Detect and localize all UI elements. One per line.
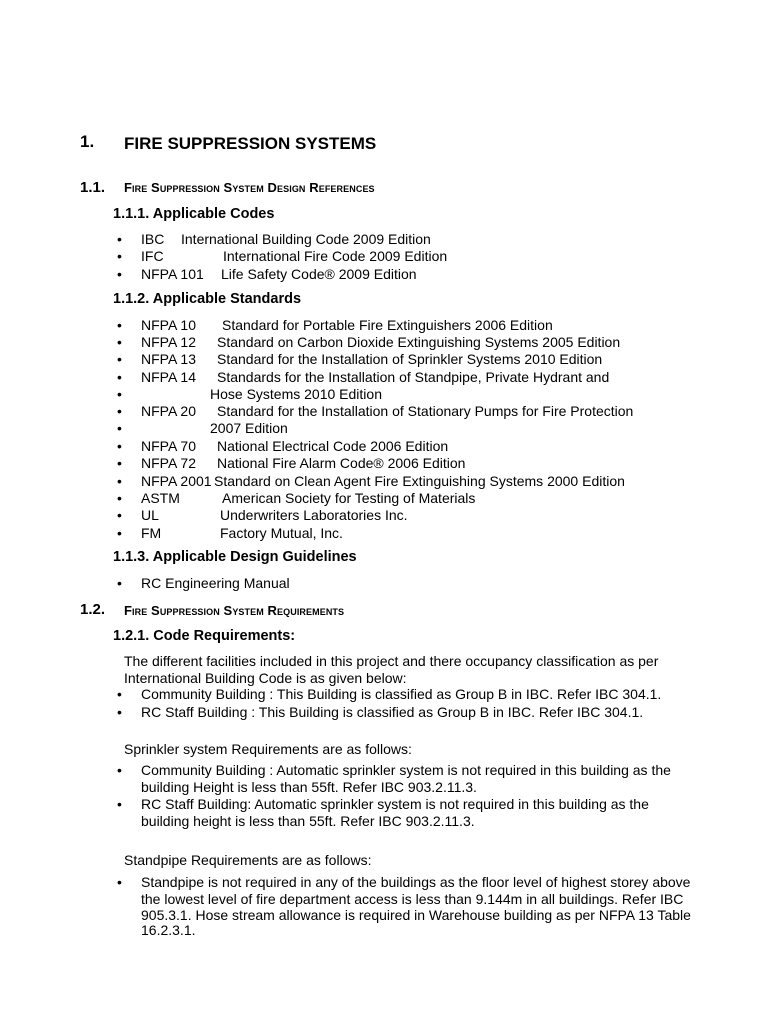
- bullet-icon: •: [117, 334, 122, 350]
- standard-description: Standard on Carbon Dioxide Extinguishing Systems 2005 Edition: [217, 334, 621, 350]
- standard-abbrev: UL: [141, 507, 159, 523]
- bullet-icon: •: [117, 490, 122, 506]
- standard-abbrev: NFPA 72: [141, 455, 196, 471]
- standard-abbrev: NFPA 13: [141, 351, 196, 367]
- code-abbrev: IBC: [141, 231, 165, 247]
- standard-description: American Society for Testing of Materials: [222, 490, 476, 506]
- bullet-icon: •: [117, 248, 122, 264]
- standard-description: Standard for the Installation of Stationary Pumps for Fire Protection: [217, 403, 634, 419]
- occupancy-item: RC Staff Building : This Building is classified as Group B in IBC. Refer IBC 304.1.: [141, 704, 644, 720]
- standard-abbrev: NFPA 70: [141, 438, 196, 454]
- applicable-codes-heading: 1.1.1. Applicable Codes: [113, 206, 275, 222]
- code-requirements-heading: 1.2.1. Code Requirements:: [113, 628, 296, 644]
- standard-abbrev: FM: [141, 525, 162, 541]
- applicable-standards-heading: 1.1.2. Applicable Standards: [113, 291, 302, 307]
- bullet-icon: •: [117, 438, 122, 454]
- subsection-title: Fire Suppression System Design References: [124, 180, 375, 195]
- code-description: International Fire Code 2009 Edition: [223, 248, 448, 264]
- code-description: Life Safety Code® 2009 Edition: [221, 266, 417, 282]
- standard-description: Standard on Clean Agent Fire Extinguishing Systems 2000 Edition: [214, 473, 625, 489]
- intro-text: International Building Code is as given below:: [124, 670, 407, 686]
- bullet-icon: •: [117, 386, 122, 402]
- standard-description: Standard for the Installation of Sprinkler Systems 2010 Edition: [217, 351, 603, 367]
- bullet-icon: •: [117, 351, 122, 367]
- section-number: 1.: [80, 132, 95, 151]
- code-abbrev: NFPA 101: [141, 266, 204, 282]
- bullet-icon: •: [117, 575, 122, 591]
- bullet-icon: •: [117, 231, 122, 247]
- bullet-icon: •: [117, 874, 122, 890]
- design-guidelines-heading: 1.1.3. Applicable Design Guidelines: [113, 549, 357, 565]
- standard-description: Factory Mutual, Inc.: [220, 525, 343, 541]
- sprinkler-intro: Sprinkler system Requirements are as follows:: [124, 741, 412, 757]
- standard-description: Hose Systems 2010 Edition: [210, 386, 382, 402]
- standard-abbrev: NFPA 12: [141, 334, 196, 350]
- bullet-icon: •: [117, 686, 122, 702]
- standard-description: Standards for the Installation of Standpipe, Private Hydrant and: [217, 369, 610, 385]
- bullet-icon: •: [117, 762, 122, 778]
- subsection-number: 1.1.: [80, 179, 106, 196]
- standard-abbrev: NFPA 10: [141, 317, 196, 333]
- standard-description: National Fire Alarm Code® 2006 Edition: [217, 455, 466, 471]
- bullet-icon: •: [117, 317, 122, 333]
- section-title: FIRE SUPPRESSION SYSTEMS: [124, 134, 377, 153]
- bullet-icon: •: [117, 796, 122, 812]
- code-description: International Building Code 2009 Edition: [181, 231, 431, 247]
- sprinkler-item: Community Building : Automatic sprinkler system is not required in this building as the: [141, 762, 671, 778]
- subsection-number: 1.2.: [80, 601, 106, 618]
- sprinkler-item: building height is less than 55ft. Refer IBC 903.2.11.3.: [141, 813, 475, 829]
- bullet-icon: •: [117, 473, 122, 489]
- code-abbrev: IFC: [141, 248, 164, 264]
- bullet-icon: •: [117, 266, 122, 282]
- bullet-icon: •: [117, 403, 122, 419]
- bullet-icon: •: [117, 704, 122, 720]
- standard-description: 2007 Edition: [210, 420, 288, 436]
- guideline-item: RC Engineering Manual: [141, 575, 290, 591]
- sprinkler-item: building Height is less than 55ft. Refer IBC 903.2.11.3.: [141, 779, 477, 795]
- occupancy-item: Community Building : This Building is classified as Group B in IBC. Refer IBC 304.1.: [141, 686, 662, 702]
- standard-abbrev: NFPA 2001: [141, 473, 212, 489]
- standpipe-item: Standpipe is not required in any of the buildings as the floor level of highest storey above: [141, 874, 691, 890]
- bullet-icon: •: [117, 507, 122, 523]
- standard-description: National Electrical Code 2006 Edition: [217, 438, 449, 454]
- bullet-icon: •: [117, 420, 122, 436]
- sprinkler-item: RC Staff Building: Automatic sprinkler system is not required in this building as the: [141, 796, 649, 812]
- intro-text: The different facilities included in this project and there occupancy classification as per: [124, 653, 659, 669]
- standard-abbrev: ASTM: [141, 490, 180, 506]
- subsection-title: Fire Suppression System Requirements: [124, 603, 345, 618]
- standpipe-item: 905.3.1. Hose stream allowance is required in Warehouse building as per NFPA 13 Table: [141, 907, 691, 923]
- bullet-icon: •: [117, 455, 122, 471]
- standpipe-item: 16.2.3.1.: [141, 922, 196, 938]
- standpipe-item: the lowest level of fire department access is less than 9.144m in all buildings. Refer IBC: [141, 891, 684, 907]
- bullet-icon: •: [117, 369, 122, 385]
- standard-abbrev: NFPA 20: [141, 403, 196, 419]
- standard-description: Standard for Portable Fire Extinguishers 2006 Edition: [222, 317, 553, 333]
- standpipe-intro: Standpipe Requirements are as follows:: [124, 852, 372, 868]
- standard-description: Underwriters Laboratories Inc.: [220, 507, 408, 523]
- bullet-icon: •: [117, 525, 122, 541]
- standard-abbrev: NFPA 14: [141, 369, 196, 385]
